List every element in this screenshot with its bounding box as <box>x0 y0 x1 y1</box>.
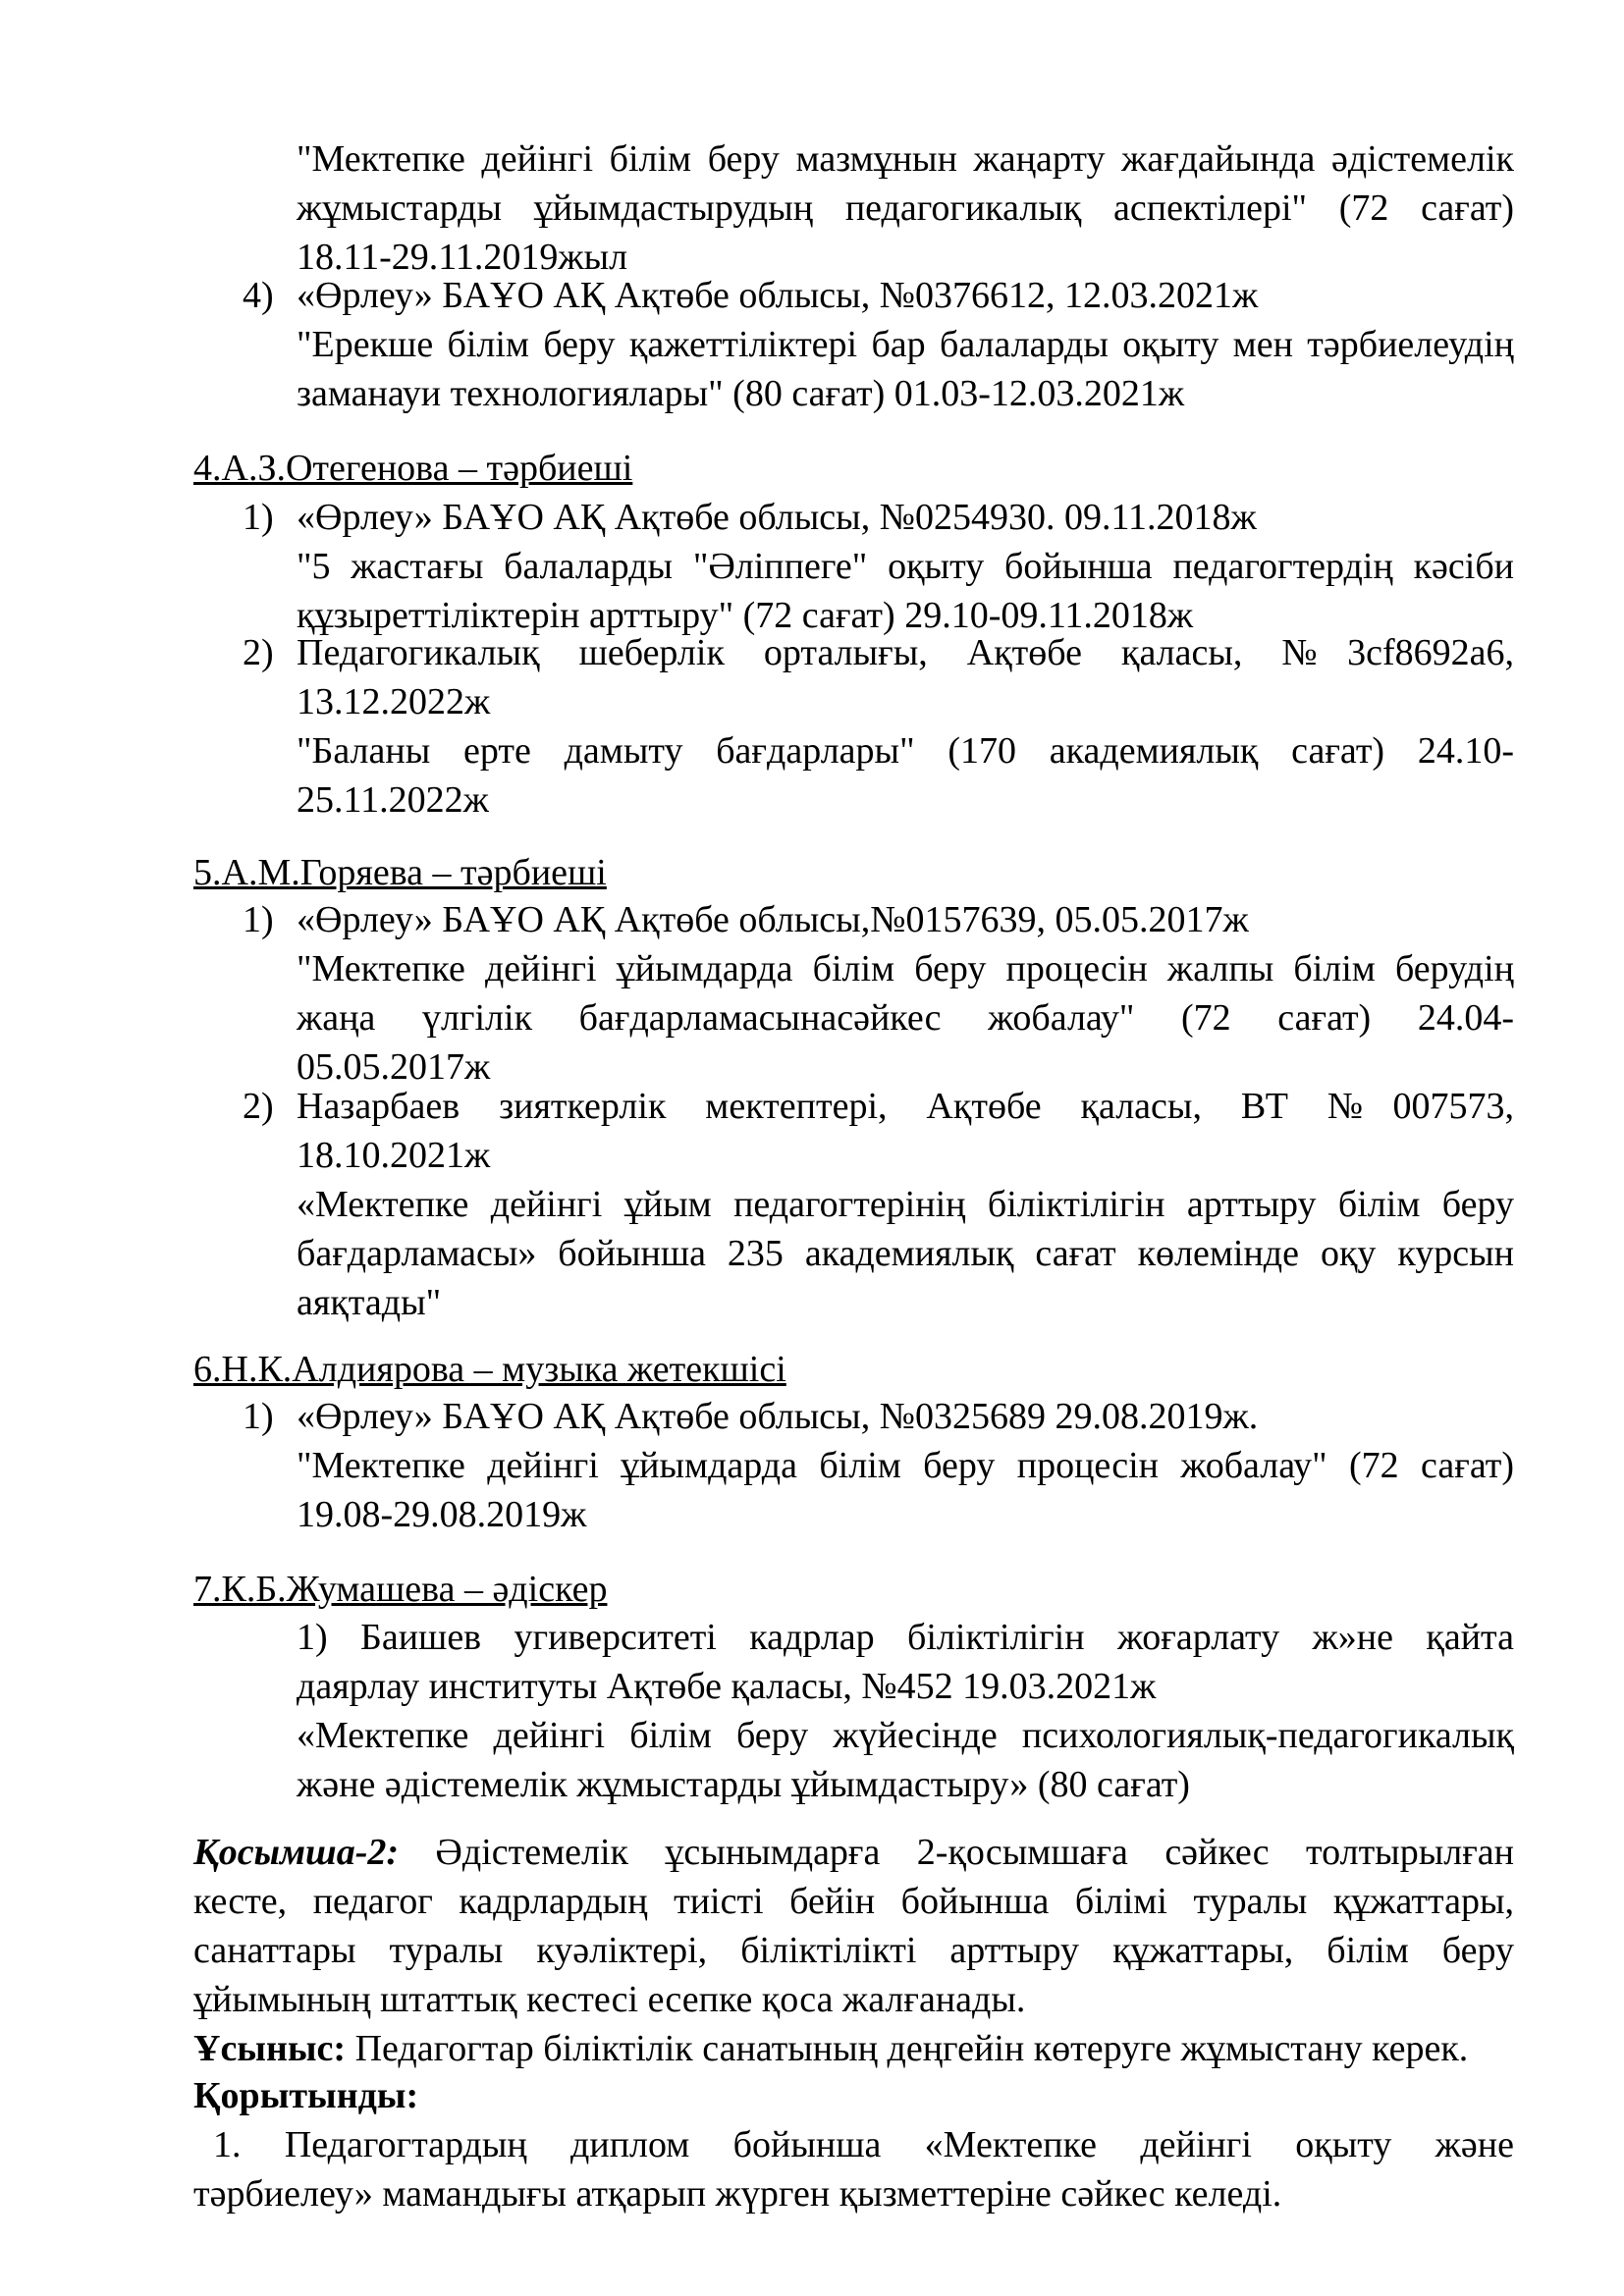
text-line: құзыреттіліктерін арттыру" (72 сағат) 29.10-09.11.2018ж <box>297 595 1194 636</box>
item-number: 1) <box>243 1396 274 1437</box>
text-line: даярлау институты Ақтөбе қаласы, №452 19.03.2021ж <box>297 1666 1157 1707</box>
text-line <box>193 2024 1514 2073</box>
text-line: 18.10.2021ж <box>297 1135 491 1176</box>
text-line: Педагогикалық шеберлік орталығы, Ақтөбе қаласы, №3cf8692a6, <box>297 632 1514 673</box>
item-number: 1) <box>243 899 274 940</box>
text-line: және әдістемелік жұмыстарды ұйымдастыру» (80 сағат) <box>297 1764 1190 1805</box>
text-line: заманауи технологиялары" (80 сағат) 01.03-12.03.2021ж <box>297 373 1185 414</box>
text-line: санаттары туралы куәліктері, біліктілікті арттыру құжаттары, білім беру <box>193 1930 1514 1971</box>
certificate-item <box>297 1082 1514 1327</box>
text-line: бағдарламасы» бойынша 235 академиялық сағат көлемінде оқу курсын <box>297 1233 1514 1274</box>
certificate-item <box>297 895 1514 1092</box>
text-line: 05.05.2017ж <box>297 1046 491 1088</box>
text-line: "5 жастағы балаларды "Әліппеге" оқыту бойынша педагогтердің кәсіби <box>297 546 1514 587</box>
text-line: «Өрлеу» БАҰО АҚ Ақтөбе облысы,№0157639, 05.05.2017ж <box>297 899 1249 940</box>
certificate-item <box>297 271 1514 418</box>
section-heading: 5.А.М.Горяева – тәрбиеші <box>193 852 607 893</box>
conclusion-label: Қорытынды: <box>193 2075 419 2116</box>
item-number: 1) <box>243 497 274 538</box>
text-line: "Ерекше білім беру қажеттіліктері бар балаларды оқыту мен тәрбиелеудің <box>297 324 1514 365</box>
recommendation <box>193 2024 1514 2073</box>
text-line: 1) Баишев угиверситеті кадрлар біліктілігін жоғарлату ж»не қайта <box>297 1617 1514 1658</box>
certificate-item <box>297 493 1514 640</box>
text-line: 13.12.2022ж <box>297 681 491 722</box>
conclusion-heading <box>193 2071 1514 2120</box>
course-description <box>297 134 1514 282</box>
text-line: «Өрлеу» БАҰО АҚ Ақтөбе облысы, №0376612, 12.03.2021ж <box>297 275 1259 316</box>
text-line: аяқтады" <box>297 1282 442 1323</box>
recommendation-label: Ұсыныс: <box>193 2028 347 2069</box>
text-line: "Мектепке дейінгі ұйымдарда білім беру процесін жобалау" (72 сағат) <box>297 1445 1514 1486</box>
certificate-item <box>297 628 1514 825</box>
appendix-label: Қосымша-2: <box>193 1832 399 1873</box>
text-line: «Мектепке дейінгі ұйым педагогтерінің біліктілігін арттыру білім беру <box>297 1184 1514 1225</box>
section-heading: 7.К.Б.Жумашева – әдіскер <box>193 1569 608 1610</box>
text-line: "Баланы ерте дамыту бағдарлары" (170 академиялық сағат) 24.10- <box>297 730 1514 772</box>
text-line: «Өрлеу» БАҰО АҚ Ақтөбе облысы, №0325689 29.08.2019ж. <box>297 1396 1259 1437</box>
text-line: «Өрлеу» БАҰО АҚ Ақтөбе облысы, №0254930. 09.11.2018ж <box>297 497 1257 538</box>
text-line: 19.08-29.08.2019ж <box>297 1494 587 1535</box>
text-line: 18.11-29.11.2019жыл <box>297 237 628 278</box>
certificate-item <box>297 1613 1514 1809</box>
text-line: 1. Педагогтардың диплом бойынша «Мектепке дейінгі оқыту және <box>213 2124 1514 2165</box>
text-line: жұмыстарды ұйымдастырудың педагогикалық аспектілері" (72 сағат) <box>297 187 1514 229</box>
item-number: 4) <box>243 275 274 316</box>
certificate-item <box>297 1392 1514 1539</box>
item-number: 2) <box>243 632 274 673</box>
recommendation-text: Педагогтар біліктілік санатының деңгейін көтеруге жұмыстану керек. <box>346 2028 1469 2069</box>
section-heading: 4.А.З.Отегенова – тәрбиеші <box>193 448 633 489</box>
section-heading: 6.Н.К.Алдиярова – музыка жетекшісі <box>193 1349 786 1390</box>
text-line: 25.11.2022ж <box>297 779 489 821</box>
text-line: кесте, педагог кадрлардың тиісті бейін бойынша білімі туралы құжаттары, <box>193 1881 1514 1922</box>
text-line: Назарбаев зияткерлік мектептері, Ақтөбе қаласы, ВТ №007573, <box>297 1086 1514 1127</box>
item-number: 2) <box>243 1086 274 1127</box>
text-line: «Мектепке дейінгі білім беру жүйесінде психологиялық-педагогикалық <box>297 1715 1514 1756</box>
text-line: ұйымының штаттық кестесі есепке қоса жалғанады. <box>193 1979 1026 2020</box>
text-line: жаңа үлгілік бағдарламасынасәйкес жобалау" (72 сағат) 24.04- <box>297 997 1514 1039</box>
appendix-text: Әдістемелік ұсынымдарға 2-қосымшаға сәйкес толтырылған <box>399 1832 1514 1873</box>
text-line: "Мектепке дейінгі ұйымдарда білім беру процесін жалпы білім берудің <box>297 948 1514 989</box>
conclusion-body <box>193 2120 1514 2218</box>
text-line: "Мектепке дейінгі білім беру мазмұнын жаңарту жағдайында әдістемелік <box>297 138 1514 180</box>
appendix-paragraph <box>193 1828 1514 2024</box>
text-line <box>193 1828 1514 1877</box>
text-line: тәрбиелеу» мамандығы атқарып жүрген қызметтеріне сәйкес келеді. <box>193 2173 1282 2215</box>
